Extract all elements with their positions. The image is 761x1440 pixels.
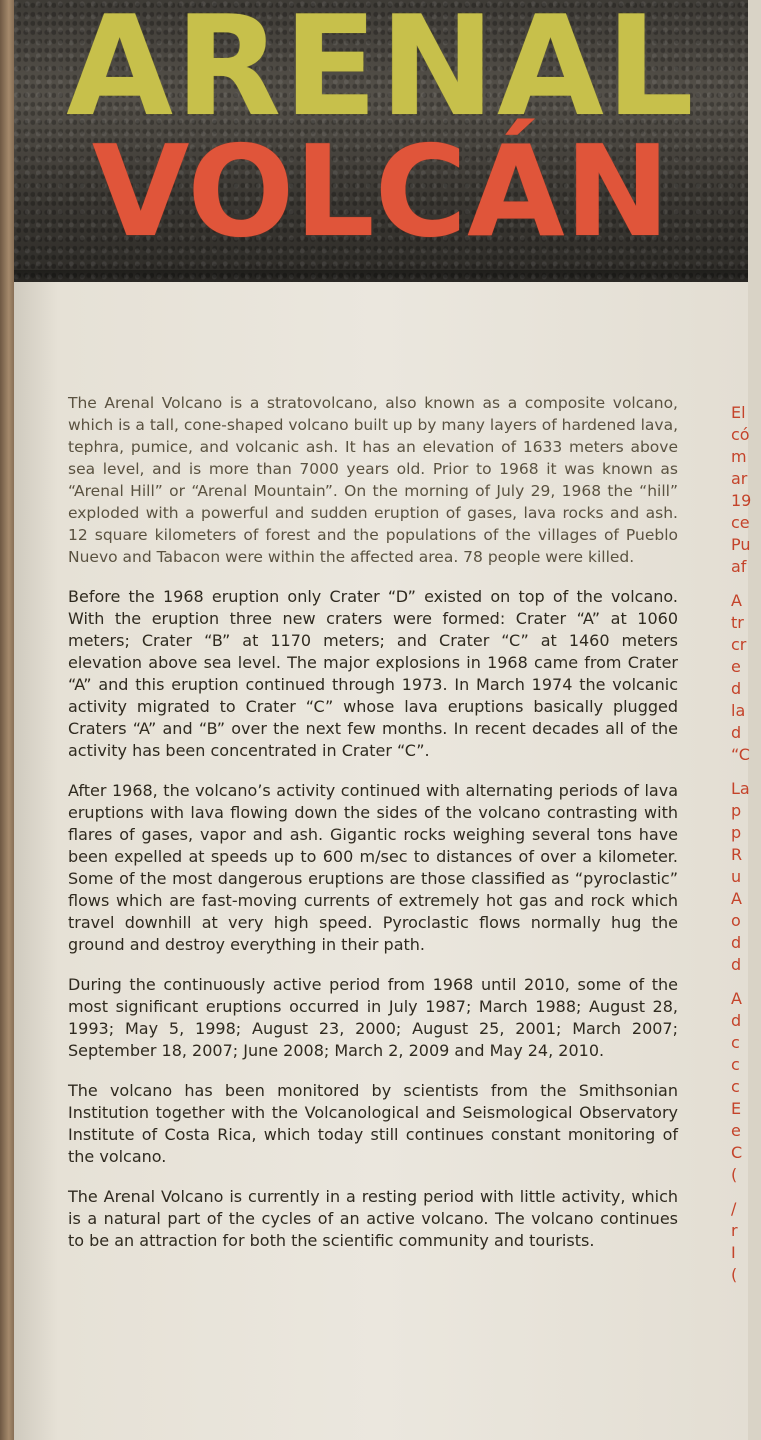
- spanish-line-fragment: /: [731, 1199, 737, 1218]
- spanish-line-fragment: c: [731, 1033, 740, 1052]
- spanish-line-fragment: m: [731, 447, 747, 466]
- spanish-line-fragment: El: [731, 403, 746, 422]
- spanish-line-fragment: d: [731, 723, 742, 742]
- spanish-line-fragment: ce: [731, 513, 750, 532]
- title-banner: [14, 0, 748, 282]
- spanish-line-fragment: af: [731, 557, 747, 576]
- spanish-line-fragment: La: [731, 779, 750, 798]
- spanish-line-fragment: A: [731, 889, 742, 908]
- spanish-line-fragment: Pu: [731, 535, 751, 554]
- paragraph-craters: Before the 1968 eruption only Crater “D” existed on top of the volcano. With the eruption three new craters were formed: Crater “A” at 1060 meters; Crater “B” at 1170 meters; and Crater “C” at 1460 meters elevation above sea level. The major explosions in 1968 came from Crater “A” and this eruption continued through 1973. In March 1974 the volcanic activity migrated to Crater “C” whose lava eruptions basically plugged Craters “A” and “B” over the next few months. In recent decades all of the activity has been concentrated in Crater “C”.: [68, 587, 678, 760]
- spanish-line-fragment: d: [731, 679, 742, 698]
- spanish-line-fragment: C: [731, 1143, 743, 1162]
- paragraph-activity: After 1968, the volcano’s activity continued with alternating periods of lava eruptions with lava flowing down the sides of the volcano contrasting with flares of gases, vapor and ash. Gigantic rocks weighing several tons have been expelled at speeds up to 600 m/sec to distances of over a kilometer. Some of the most dangerous eruptions are those classified as “pyroclastic” flows which are fast-moving currents of extremely hot gas and rock which travel downhill at very high speed. Pyroclastic flows normally hug the ground and destroy everything in their path.: [68, 781, 678, 954]
- spanish-line-fragment: tr: [731, 613, 744, 632]
- spanish-paragraph-gap: [731, 766, 761, 778]
- title-line-volcan: VOLCÁN: [91, 118, 671, 265]
- spanish-paragraph-gap: [731, 1186, 761, 1198]
- spanish-line-fragment: u: [731, 867, 742, 886]
- spanish-text-column-cropped: [731, 402, 761, 1286]
- spanish-line-fragment: I: [731, 1243, 736, 1262]
- spanish-line-fragment: d: [731, 1011, 742, 1030]
- paragraph-monitoring: The volcano has been monitored by scientists from the Smithsonian Institution together with the Volcanological and Seismological Observatory Institute of Costa Rica, which today still continues constant monitoring of the volcano.: [68, 1081, 678, 1166]
- spanish-paragraph-gap: [731, 578, 761, 590]
- spanish-line-fragment: o: [731, 911, 741, 930]
- spanish-line-fragment: A: [731, 989, 742, 1008]
- spanish-line-fragment: p: [731, 823, 742, 842]
- spanish-line-fragment: R: [731, 845, 743, 864]
- paragraph-eruptions: During the continuously active period from 1968 until 2010, some of the most significant eruptions occurred in July 1987; March 1988; August 28, 1993; May 5, 1998; August 23, 2000; August 25, 2001; March 2007; September 18, 2007; June 2008; March 2, 2009 and May 24, 2010.: [68, 975, 678, 1060]
- english-text-column: [68, 392, 678, 1270]
- spanish-line-fragment: 19: [731, 491, 752, 510]
- spanish-line-fragment: E: [731, 1099, 742, 1118]
- spanish-line-fragment: cr: [731, 635, 747, 654]
- spanish-line-fragment: “C: [731, 745, 750, 764]
- spanish-line-fragment: có: [731, 425, 750, 444]
- spanish-line-fragment: e: [731, 657, 741, 676]
- spanish-line-fragment: ar: [731, 469, 748, 488]
- title-line-arenal: ARENAL: [66, 0, 696, 147]
- spanish-line-fragment: p: [731, 801, 742, 820]
- spanish-line-fragment: d: [731, 955, 742, 974]
- spanish-line-fragment: r: [731, 1221, 738, 1240]
- spanish-line-fragment: e: [731, 1121, 741, 1140]
- spanish-line-fragment: la: [731, 701, 746, 720]
- spanish-line-fragment: (: [731, 1265, 738, 1284]
- spanish-paragraph-gap: [731, 976, 761, 988]
- paragraph-resting: The Arenal Volcano is currently in a resting period with little activity, which is a natural part of the cycles of an active volcano. The volcano continues to be an attraction for both the scientific community and tourists.: [68, 1187, 678, 1250]
- spanish-line-fragment: c: [731, 1077, 740, 1096]
- spanish-line-fragment: c: [731, 1055, 740, 1074]
- paragraph-intro: The Arenal Volcano is a stratovolcano, also known as a composite volcano, which is a tall, cone-shaped volcano built up by many layers of hardened lava, tephra, pumice, and volcanic ash. It has an elevation of 1633 meters above sea level, and is more than 7000 years old. Prior to 1968 it was known as “Arenal Hill” or “Arenal Mountain”. On the morning of July 29, 1968 the “hill” exploded with a powerful and sudden eruption of gases, lava rocks and ash. 12 square kilometers of forest and the populations of the villages of Pueblo Nuevo and Tabacon were within the affected area. 78 people were killed.: [68, 394, 678, 566]
- spanish-line-fragment: A: [731, 591, 742, 610]
- spanish-line-fragment: d: [731, 933, 742, 952]
- spanish-line-fragment: (: [731, 1165, 738, 1184]
